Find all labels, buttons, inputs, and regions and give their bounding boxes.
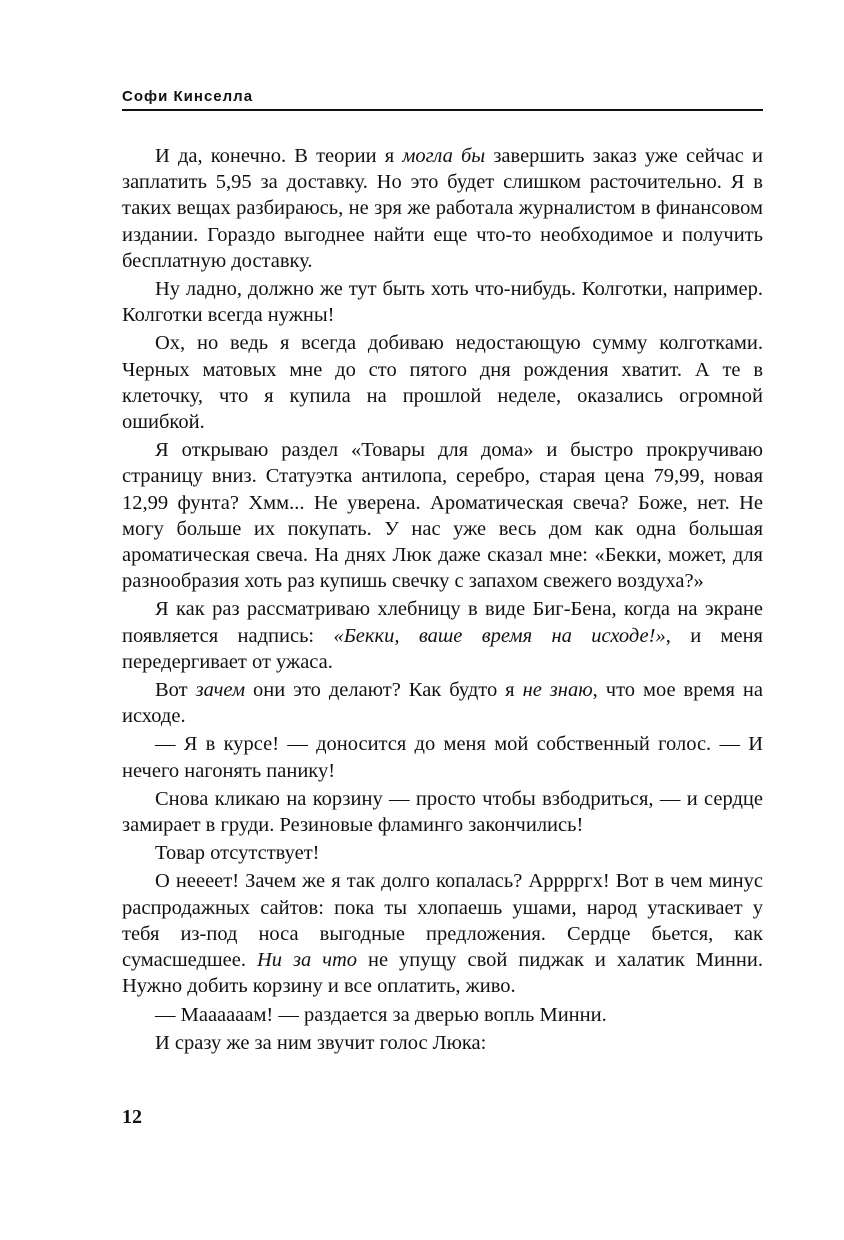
text-run: , что мое время на исходе. [122, 679, 763, 728]
emphasis-text: могла бы [402, 145, 486, 167]
text-run: Ох, но ведь я всегда добиваю недостающую сумму колготками. Черных матовых мне до сто пятого дня рождения хватит. А те в клеточку, что я купила на прошлой неделе, оказались огромной ошибкой. [122, 332, 763, 434]
paragraph [122, 143, 763, 274]
text-run: Я как раз рассматриваю хлебницу в виде Биг-Бена, когда на экране появляется надпись: [122, 598, 763, 647]
emphasis-text: зачем [195, 679, 246, 702]
text-run: Вот [155, 679, 196, 702]
text-run: не упущу свой пиджак и халатик Минни. Нужно добить корзину и все оплатить, живо. [122, 949, 763, 998]
paragraph [122, 437, 763, 594]
text-run: Снова кликаю на корзину — просто чтобы взбодриться, — и сердце замирает в груди. Резиновые фламинго закончились! [122, 787, 763, 837]
text-run: , и меня передергивает от ужаса. [122, 624, 763, 673]
paragraph [122, 840, 763, 866]
body-text [122, 143, 763, 1058]
emphasis-text: «Бекки, ваше время на исходе!» [333, 624, 666, 647]
paragraph [122, 1030, 763, 1056]
text-run: — Маааааам! — раздается за дверью вопль Минни. [155, 1003, 607, 1026]
running-header: Софи Кинселла [122, 88, 763, 111]
text-run: И сразу же за ним звучит голос Люка: [155, 1031, 487, 1054]
text-run: завершить заказ уже сейчас и заплатить 5,95 за доставку. Но это будет слишком расточительно. Я в таких вещах разбираюсь, не зря же работала журналистом в финансовом издании. Гораздо выгоднее найти еще что-то необходимое и получить бесплатную доставку. [122, 145, 763, 272]
text-run: И да, конечно. В теории я [155, 145, 403, 167]
page-number: 12 [122, 1106, 142, 1128]
paragraph [122, 330, 763, 435]
emphasis-text: не знаю [522, 679, 593, 702]
paragraph [122, 731, 763, 783]
text-run: Ну ладно, должно же тут быть хоть что-нибудь. Колготки, например. Колготки всегда нужны! [122, 278, 763, 327]
text-run: Я открываю раздел «Товары для дома» и быстро прокручиваю страницу вниз. Статуэтка антилопа, серебро, старая цена 79,99, новая 12,99 фунта? Хмм... Не уверена. Ароматическая свеча? Боже, нет. Не могу больше их покупать. У нас уже весь дом как одна большая ароматическая свеча. На днях Люк даже сказал мне: «Бекки, может, для разнообразия хоть раз купишь свечку с запахом свежего воздуха?» [122, 439, 763, 593]
paragraph [122, 868, 763, 999]
text-run: О нееeет! Зачем же я так долго копалась? Арррргх! Вот в чем минус распродажных сайтов: пока ты хлопаешь ушами, народ утаскивает у тебя из-под носа выгодные предложения. Сердце бьется, как сумасшедшее. [122, 870, 763, 972]
text-run: Товар отсутствует! [155, 842, 320, 865]
paragraph [122, 677, 763, 729]
paragraph [122, 276, 763, 328]
paragraph [122, 596, 763, 675]
paragraph [122, 1002, 763, 1028]
paragraph [122, 786, 763, 838]
text-run: — Я в курсе! — доносится до меня мой собственный голос. — И нечего нагонять панику! [122, 733, 763, 782]
text-run: они это делают? Как будто я [245, 679, 523, 702]
emphasis-text: Ни за что [256, 949, 358, 972]
